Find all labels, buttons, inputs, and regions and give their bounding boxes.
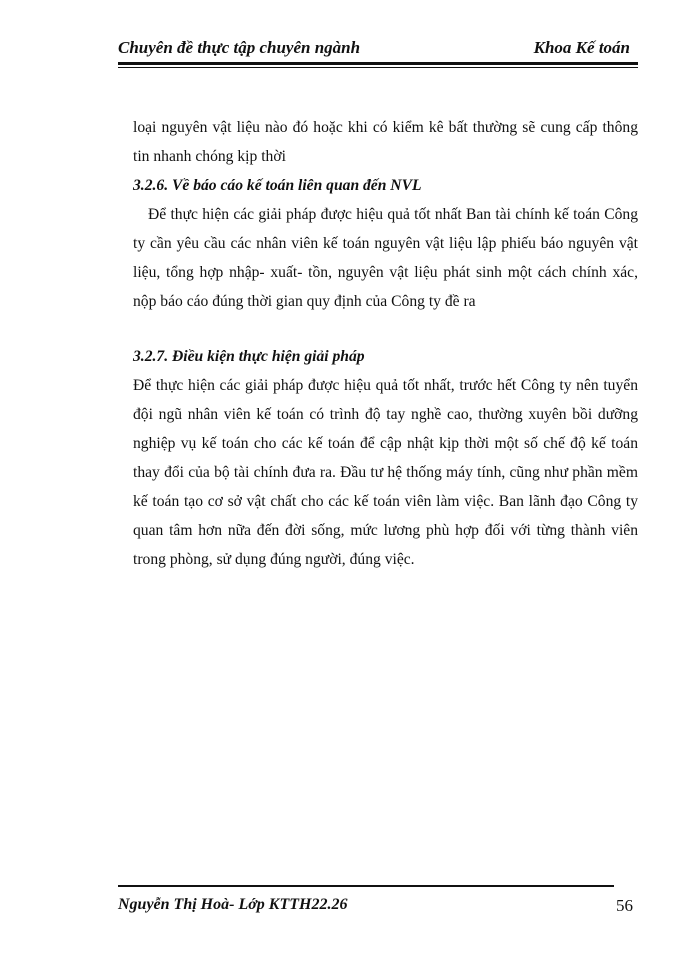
section-heading-3-2-6: 3.2.6. Về báo cáo kế toán liên quan đến NVL: [133, 177, 422, 194]
continued-paragraph: loại nguyên vật liệu nào đó hoặc khi có kiểm kê bất thường sẽ cung cấp thông tin nhanh chóng kịp thời: [133, 119, 638, 165]
page-body: [133, 113, 638, 574]
section-paragraph-3-2-7: Để thực hiện các giải pháp được hiệu quả tốt nhất, trước hết Công ty nên tuyển đội ngũ nhân viên kế toán có trình độ tay nghề cao, thường xuyên bồi dưỡng nghiệp vụ kế toán cho các kế toán để cập nhật kịp thời một số chế độ kế toán thay đổi của bộ tài chính đưa ra. Đầu tư hệ thống máy tính, cũng như phần mềm kế toán tạo cơ sở vật chất cho các kế toán viên làm việc. Ban lãnh đạo Công ty quan tâm hơn nữa đến đời sống, mức lương phù hợp đối với từng thành viên trong phòng, sử dụng đúng người, đúng việc.: [133, 377, 638, 568]
header-rule: [118, 62, 638, 65]
header-department: Khoa Kế toán: [533, 38, 630, 57]
footer-author: Nguyễn Thị Hoà- Lớp KTTH22.26: [118, 896, 348, 913]
page-number: 56: [616, 896, 633, 915]
section-paragraph-3-2-6: Để thực hiện các giải pháp được hiệu quả tốt nhất Ban tài chính kế toán Công ty cần yêu cầu các nhân viên kế toán nguyên vật liệu lập phiếu báo nguyên vật liệu, tổng hợp nhập- xuất- tồn, nguyên vật liệu phát sinh một cách chính xác, nộp báo cáo đúng thời gian quy định của Công ty đề ra: [133, 206, 638, 310]
header-rule-thin: [118, 67, 638, 68]
paragraph-spacer: [133, 316, 638, 342]
page-header: [118, 38, 638, 64]
section-heading-3-2-7: 3.2.7. Điều kiện thực hiện giải pháp: [133, 348, 365, 365]
footer-rule: [118, 885, 614, 887]
header-title: Chuyên đề thực tập chuyên ngành: [118, 38, 361, 57]
